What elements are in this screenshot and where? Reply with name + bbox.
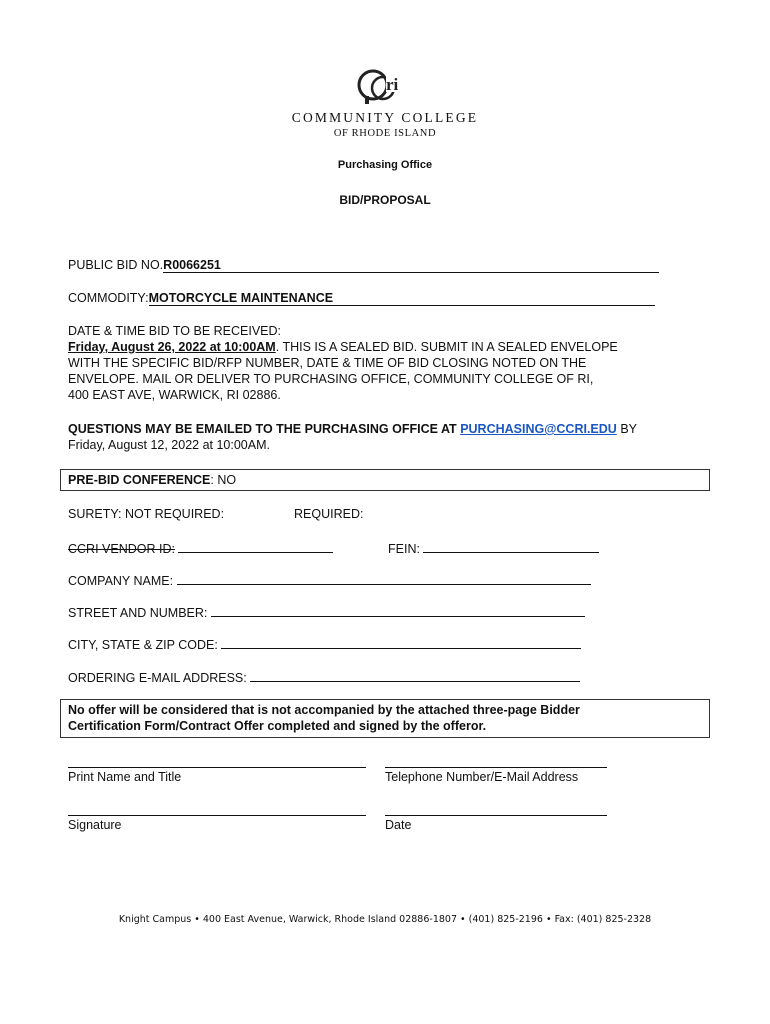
date-line[interactable] bbox=[385, 815, 607, 816]
prebid-row bbox=[68, 473, 236, 487]
instructions-line-3: ENVELOPE. MAIL OR DELIVER TO PURCHASING OFFICE, COMMUNITY COLLEGE OF RI, bbox=[68, 372, 594, 386]
surety-label: SURETY: NOT REQUIRED: bbox=[68, 507, 225, 521]
questions-text: QUESTIONS MAY BE EMAILED TO THE PURCHASING OFFICE AT bbox=[68, 422, 457, 436]
college-name: COMMUNITY COLLEGE bbox=[291, 110, 479, 125]
fein-field[interactable] bbox=[423, 540, 599, 553]
date-instructions: . THIS IS A SEALED BID. SUBMIT IN A SEALED ENVELOPE bbox=[275, 340, 618, 354]
city-row bbox=[68, 636, 581, 652]
required-label: REQUIRED: bbox=[294, 507, 364, 521]
ccri-logo-icon bbox=[340, 66, 430, 106]
vendor-id-field[interactable] bbox=[178, 540, 333, 553]
telephone-label: Telephone Number/E-Mail Address bbox=[385, 770, 579, 784]
company-name-row bbox=[68, 572, 591, 588]
instructions-line-2: WITH THE SPECIFIC BID/RFP NUMBER, DATE & TIME OF BID CLOSING NOTED ON THE bbox=[68, 356, 587, 370]
print-name-label: Print Name and Title bbox=[68, 770, 182, 784]
prebid-value: : NO bbox=[210, 473, 237, 487]
document-title: BID/PROPOSAL bbox=[339, 193, 431, 207]
company-name-label: COMPANY NAME: bbox=[68, 574, 174, 588]
bid-number-row bbox=[68, 258, 659, 273]
fein-label: FEIN: bbox=[388, 542, 420, 556]
date-value: Friday, August 26, 2022 at 10:00AM bbox=[68, 340, 276, 354]
city-field[interactable] bbox=[221, 636, 581, 649]
email-label: ORDERING E-MAIL ADDRESS: bbox=[68, 671, 247, 685]
telephone-line[interactable] bbox=[385, 767, 607, 768]
date-row bbox=[68, 340, 618, 354]
bid-number-label: PUBLIC BID NO. bbox=[68, 258, 164, 272]
company-name-field[interactable] bbox=[177, 572, 591, 585]
questions-by: BY bbox=[620, 422, 637, 436]
footer-address: Knight Campus • 400 East Avenue, Warwick, Rhode Island 02886-1807 • (401) 825-2196 • Fax: (401) 825-2328 bbox=[118, 914, 652, 925]
signature-label: Signature bbox=[68, 818, 122, 832]
email-row bbox=[68, 669, 580, 685]
vendor-id-row bbox=[68, 540, 333, 556]
commodity-value: MOTORCYCLE MAINTENANCE bbox=[149, 291, 655, 306]
street-label: STREET AND NUMBER: bbox=[68, 606, 208, 620]
questions-date: Friday, August 12, 2022 at 10:00AM. bbox=[68, 438, 270, 452]
commodity-row bbox=[68, 291, 655, 306]
instructions-line-4: 400 EAST AVE, WARWICK, RI 02886. bbox=[68, 388, 281, 402]
svg-text:ri: ri bbox=[386, 75, 399, 94]
signature-line[interactable] bbox=[68, 815, 366, 816]
notice-line-2: Certification Form/Contract Offer completed and signed by the offeror. bbox=[68, 719, 487, 733]
questions-row bbox=[68, 422, 637, 436]
date-sign-label: Date bbox=[385, 818, 412, 832]
date-label: DATE & TIME BID TO BE RECEIVED: bbox=[68, 324, 282, 338]
prebid-label: PRE-BID CONFERENCE bbox=[68, 473, 211, 487]
office-heading: Purchasing Office bbox=[337, 159, 433, 171]
notice-line-1: No offer will be considered that is not accompanied by the attached three-page Bidder bbox=[68, 703, 580, 717]
fein-row bbox=[388, 540, 599, 556]
vendor-id-label: CCRI VENDOR ID: bbox=[68, 542, 175, 556]
print-name-line[interactable] bbox=[68, 767, 366, 768]
street-row bbox=[68, 604, 585, 620]
bid-number-value: R0066251 bbox=[163, 258, 659, 273]
purchasing-email-link[interactable]: PURCHASING@CCRI.EDU bbox=[460, 422, 617, 436]
street-field[interactable] bbox=[211, 604, 585, 617]
city-label: CITY, STATE & ZIP CODE: bbox=[68, 638, 218, 652]
college-subtitle: OF RHODE ISLAND bbox=[333, 128, 437, 139]
email-field[interactable] bbox=[250, 669, 580, 682]
commodity-label: COMMODITY: bbox=[68, 291, 149, 305]
